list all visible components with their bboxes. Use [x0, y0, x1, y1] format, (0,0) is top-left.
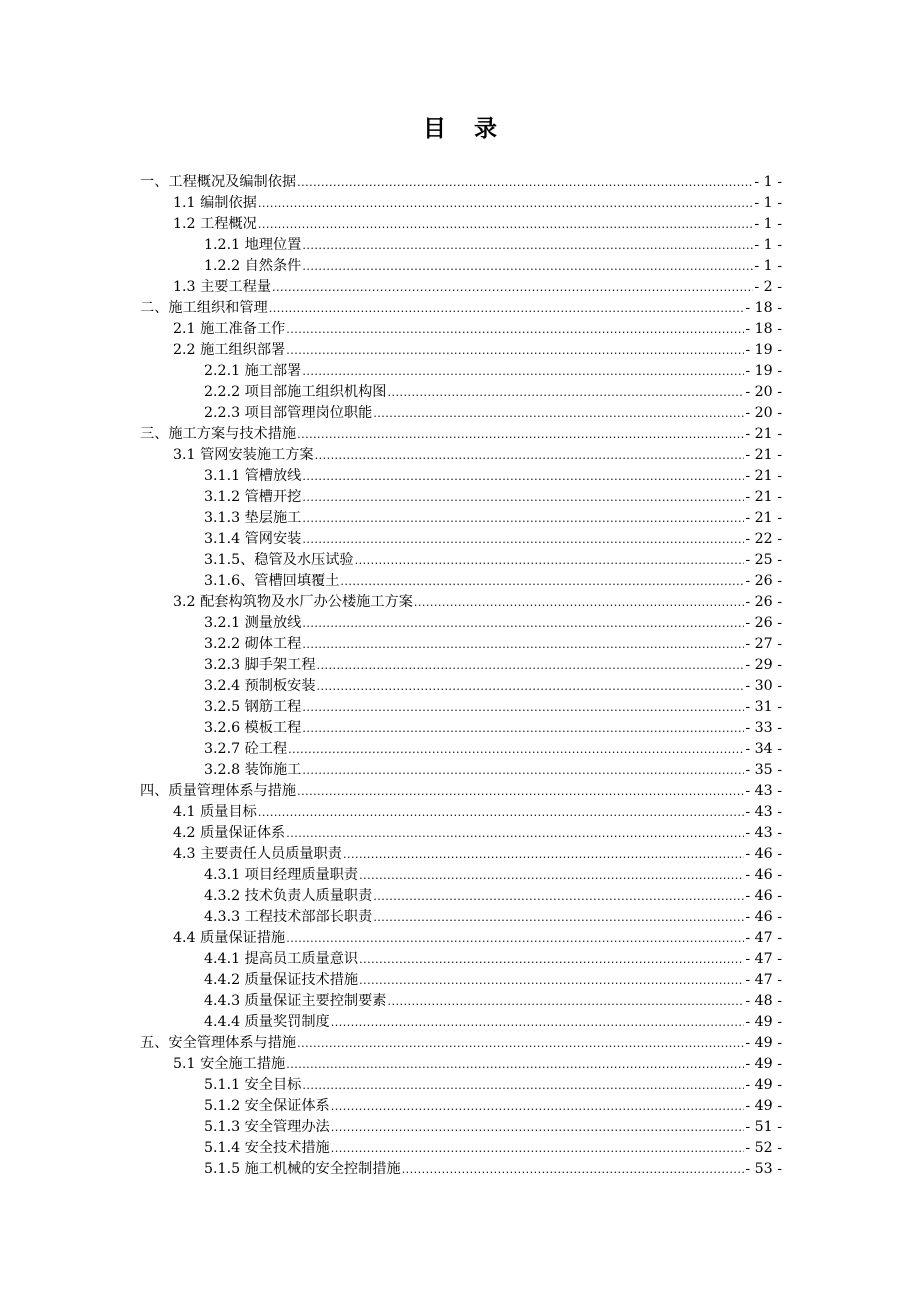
toc-page-number: - 1 - [754, 195, 782, 211]
toc-entry-line [173, 193, 782, 214]
toc-entry[interactable] [0, 970, 920, 991]
toc-dot-leader [331, 1096, 745, 1117]
toc-entry-line [173, 445, 782, 466]
toc-entry-title: 1.3 主要工程量 [173, 279, 272, 295]
toc-dot-leader [302, 718, 744, 739]
toc-entry-line [204, 634, 782, 655]
toc-page-number: - 46 - [745, 888, 782, 904]
toc-entry-title: 4.3.1 项目经理质量职责 [204, 867, 359, 883]
toc-entry[interactable] [0, 1012, 920, 1033]
toc-entry[interactable] [0, 1117, 920, 1138]
toc-entry-line [204, 697, 782, 718]
toc-dot-leader [302, 634, 744, 655]
toc-entry-line [204, 886, 782, 907]
toc-page-number: - 47 - [745, 930, 782, 946]
toc-page-number: - 51 - [745, 1119, 782, 1135]
toc-entry-line [173, 1054, 782, 1075]
toc-entry[interactable] [0, 445, 920, 466]
toc-entry-line [204, 235, 782, 256]
toc-dot-leader [302, 508, 744, 529]
toc-entry-title: 1.2.2 自然条件 [204, 258, 302, 274]
toc-entry[interactable] [0, 823, 920, 844]
toc-entry-line [204, 466, 782, 487]
toc-entry-title: 4.3.3 工程技术部部长职责 [204, 909, 373, 925]
toc-page-number: - 31 - [745, 699, 782, 715]
toc-page-number: - 29 - [745, 657, 782, 673]
toc-dot-leader [302, 361, 744, 382]
toc-entry-title: 3.2.1 测量放线 [204, 615, 302, 631]
toc-page-number: - 49 - [745, 1035, 782, 1051]
toc-entry[interactable] [0, 193, 920, 214]
toc-entry[interactable] [0, 697, 920, 718]
toc-entry-line [173, 823, 782, 844]
toc-page-number: - 20 - [745, 405, 782, 421]
toc-entry[interactable] [0, 571, 920, 592]
toc-entry[interactable] [0, 1033, 920, 1054]
toc-entry-title: 4.4.3 质量保证主要控制要素 [204, 993, 387, 1009]
toc-page-number: - 47 - [745, 972, 782, 988]
toc-entry-line [140, 298, 782, 319]
toc-dot-leader [340, 571, 744, 592]
toc-entry-line [140, 781, 782, 802]
toc-entry-title: 四、质量管理体系与措施 [140, 783, 297, 799]
toc-entry-title: 3.2.2 砌体工程 [204, 636, 302, 652]
toc-entry-line [204, 361, 782, 382]
toc-dot-leader [288, 739, 744, 760]
toc-entry-line [204, 487, 782, 508]
toc-entry-line [173, 340, 782, 361]
toc-entry-line [204, 1096, 782, 1117]
toc-dot-leader [331, 1138, 745, 1159]
toc-page-number: - 2 - [754, 279, 782, 295]
toc-entry-line [173, 844, 782, 865]
toc-page-number: - 1 - [754, 216, 782, 232]
toc-entry[interactable] [0, 550, 920, 571]
toc-entry-line [204, 949, 782, 970]
toc-page-number: - 25 - [745, 552, 782, 568]
toc-entry-title: 3.1.5、稳管及水压试验 [204, 552, 354, 568]
toc-page-number: - 43 - [745, 825, 782, 841]
toc-entry-line [204, 739, 782, 760]
toc-entry-line [204, 1012, 782, 1033]
toc-page-number: - 18 - [745, 321, 782, 337]
toc-entry-line [204, 718, 782, 739]
toc-entry[interactable] [0, 1054, 920, 1075]
toc-page-number: - 1 - [754, 174, 782, 190]
toc-entry-line [204, 256, 782, 277]
toc-entry-line [173, 928, 782, 949]
toc-entry[interactable] [0, 1096, 920, 1117]
toc-page-number: - 21 - [745, 447, 782, 463]
toc-entry-line [204, 907, 782, 928]
toc-entry-title: 1.2.1 地理位置 [204, 237, 302, 253]
toc-entry[interactable] [0, 403, 920, 424]
toc-page-number: - 30 - [745, 678, 782, 694]
toc-dot-leader [258, 193, 754, 214]
toc-dot-leader [331, 1117, 745, 1138]
toc-entry-title: 3.1.3 垫层施工 [204, 510, 302, 526]
toc-entry-line [204, 529, 782, 550]
toc-entry[interactable] [0, 844, 920, 865]
toc-entry-title: 3.2 配套构筑物及水厂办公楼施工方案 [173, 594, 413, 610]
toc-entry-line [204, 1075, 782, 1096]
toc-dot-leader [297, 172, 753, 193]
toc-dot-leader [302, 235, 753, 256]
toc-page-number: - 46 - [745, 867, 782, 883]
toc-entry-title: 5.1.2 安全保证体系 [204, 1098, 330, 1114]
toc-dot-leader [388, 382, 745, 403]
toc-dot-leader [258, 214, 754, 235]
toc-page-number: - 26 - [745, 573, 782, 589]
toc-page-number: - 19 - [745, 342, 782, 358]
toc-entry-title: 3.1.6、管槽回填覆土 [204, 573, 340, 589]
toc-entry[interactable] [0, 613, 920, 634]
toc-entry-line [140, 1033, 782, 1054]
toc-entry-title: 五、安全管理体系与措施 [140, 1035, 297, 1051]
toc-entry[interactable] [0, 1075, 920, 1096]
toc-entry-title: 2.2 施工组织部署 [173, 342, 286, 358]
toc-dot-leader [302, 529, 744, 550]
toc-entry[interactable] [0, 1138, 920, 1159]
toc-page-number: - 46 - [745, 909, 782, 925]
toc-dot-leader [272, 277, 753, 298]
toc-dot-leader [286, 1054, 744, 1075]
toc-dot-leader [359, 865, 744, 886]
toc-entry[interactable] [0, 655, 920, 676]
toc-entry-title: 5.1 安全施工措施 [173, 1056, 286, 1072]
toc-dot-leader [269, 298, 745, 319]
toc-entry-title: 2.2.3 项目部管理岗位职能 [204, 405, 373, 421]
toc-entry-title: 5.1.1 安全目标 [204, 1077, 302, 1093]
toc-entry-title: 3.1.4 管网安装 [204, 531, 302, 547]
toc-entry[interactable] [0, 865, 920, 886]
toc-dot-leader [258, 802, 745, 823]
toc-entry[interactable] [0, 172, 920, 193]
toc-entry-line [204, 991, 782, 1012]
toc-entry-line [204, 508, 782, 529]
toc-entry[interactable] [0, 1159, 920, 1180]
toc-dot-leader [317, 676, 745, 697]
toc-dot-leader [373, 907, 744, 928]
toc-entry-line [173, 319, 782, 340]
toc-entry-title: 3.2.5 钢筋工程 [204, 699, 302, 715]
toc-dot-leader [302, 487, 744, 508]
toc-dot-leader [302, 613, 744, 634]
toc-entry[interactable] [0, 277, 920, 298]
table-of-contents [0, 172, 920, 1180]
toc-page-number: - 33 - [745, 720, 782, 736]
toc-entry-line [173, 277, 782, 298]
toc-entry-line [204, 613, 782, 634]
toc-entry-title: 2.2.1 施工部署 [204, 363, 302, 379]
toc-entry[interactable] [0, 634, 920, 655]
toc-entry-line [204, 760, 782, 781]
toc-dot-leader [373, 886, 744, 907]
toc-entry[interactable] [0, 298, 920, 319]
toc-dot-leader [414, 592, 744, 613]
toc-entry-line [204, 970, 782, 991]
toc-dot-leader [286, 823, 744, 844]
toc-dot-leader [297, 1033, 744, 1054]
toc-entry[interactable] [0, 361, 920, 382]
toc-entry-title: 5.1.4 安全技术措施 [204, 1140, 330, 1156]
toc-entry-title: 4.4.2 质量保证技术措施 [204, 972, 359, 988]
toc-entry-title: 3.2.4 预制板安装 [204, 678, 316, 694]
toc-entry-title: 1.2 工程概况 [173, 216, 257, 232]
toc-dot-leader [286, 340, 744, 361]
toc-page-number: - 21 - [745, 489, 782, 505]
toc-entry[interactable] [0, 991, 920, 1012]
toc-entry-line [204, 865, 782, 886]
toc-entry[interactable] [0, 592, 920, 613]
toc-entry-title: 2.1 施工准备工作 [173, 321, 286, 337]
toc-dot-leader [297, 781, 744, 802]
toc-entry[interactable] [0, 214, 920, 235]
toc-entry[interactable] [0, 760, 920, 781]
toc-dot-leader [359, 970, 744, 991]
toc-entry-line [204, 655, 782, 676]
toc-entry-title: 3.1.2 管槽开挖 [204, 489, 302, 505]
toc-page-number: - 48 - [745, 993, 782, 1009]
toc-entry-title: 三、施工方案与技术措施 [140, 426, 297, 442]
toc-entry-line [204, 1138, 782, 1159]
toc-dot-leader [355, 550, 745, 571]
toc-entry[interactable] [0, 907, 920, 928]
toc-page-number: - 49 - [745, 1077, 782, 1093]
toc-entry-title: 4.3.2 技术负责人质量职责 [204, 888, 373, 904]
toc-entry[interactable] [0, 382, 920, 403]
toc-page-number: - 1 - [754, 237, 782, 253]
toc-entry-line [173, 214, 782, 235]
toc-dot-leader [297, 424, 744, 445]
toc-page-number: - 43 - [745, 804, 782, 820]
toc-dot-leader [302, 697, 744, 718]
toc-entry[interactable] [0, 235, 920, 256]
toc-page-number: - 19 - [745, 363, 782, 379]
toc-dot-leader [359, 949, 744, 970]
toc-page-number: - 22 - [745, 531, 782, 547]
toc-dot-leader [286, 928, 744, 949]
toc-entry[interactable] [0, 466, 920, 487]
toc-entry[interactable] [0, 256, 920, 277]
toc-entry-title: 3.2.3 脚手架工程 [204, 657, 316, 673]
toc-dot-leader [388, 991, 745, 1012]
toc-page-number: - 49 - [745, 1056, 782, 1072]
toc-entry[interactable] [0, 319, 920, 340]
toc-entry-line [140, 172, 782, 193]
toc-dot-leader [302, 760, 744, 781]
toc-dot-leader [302, 256, 753, 277]
toc-entry-line [204, 403, 782, 424]
toc-dot-leader [315, 445, 745, 466]
toc-entry-line [173, 592, 782, 613]
toc-entry[interactable] [0, 676, 920, 697]
toc-entry-line [204, 571, 782, 592]
toc-entry[interactable] [0, 949, 920, 970]
toc-title: 目录 [423, 115, 525, 142]
toc-entry[interactable] [0, 718, 920, 739]
toc-entry[interactable] [0, 529, 920, 550]
toc-entry[interactable] [0, 802, 920, 823]
toc-dot-leader [286, 319, 744, 340]
toc-page-number: - 49 - [745, 1098, 782, 1114]
toc-entry-title: 2.2.2 项目部施工组织机构图 [204, 384, 387, 400]
toc-dot-leader [317, 655, 745, 676]
toc-page-number: - 52 - [745, 1140, 782, 1156]
toc-entry-line [204, 382, 782, 403]
toc-entry-title: 3.2.8 装饰施工 [204, 762, 302, 778]
toc-entry-line [204, 550, 782, 571]
toc-page-number: - 49 - [745, 1014, 782, 1030]
toc-entry-title: 3.1 管网安装施工方案 [173, 447, 314, 463]
toc-entry-title: 4.4.4 质量奖罚制度 [204, 1014, 330, 1030]
toc-page-number: - 18 - [745, 300, 782, 316]
toc-entry[interactable] [0, 739, 920, 760]
toc-entry[interactable] [0, 928, 920, 949]
toc-page-number: - 21 - [745, 468, 782, 484]
toc-entry-line [204, 676, 782, 697]
toc-page-number: - 46 - [745, 846, 782, 862]
toc-dot-leader [302, 1075, 744, 1096]
toc-entry-title: 3.2.7 砼工程 [204, 741, 288, 757]
toc-page-number: - 26 - [745, 594, 782, 610]
toc-entry-title: 5.1.5 施工机械的安全控制措施 [204, 1161, 401, 1177]
toc-entry-line [140, 424, 782, 445]
toc-page-number: - 34 - [745, 741, 782, 757]
toc-entry[interactable] [0, 424, 920, 445]
toc-entry-title: 4.3 主要责任人员质量职责 [173, 846, 342, 862]
toc-page-number: - 21 - [745, 426, 782, 442]
toc-page-number: - 1 - [754, 258, 782, 274]
toc-page-number: - 21 - [745, 510, 782, 526]
toc-entry-title: 4.2 质量保证体系 [173, 825, 286, 841]
toc-entry-title: 4.4 质量保证措施 [173, 930, 286, 946]
toc-entry-title: 一、工程概况及编制依据 [140, 174, 297, 190]
toc-entry-title: 5.1.3 安全管理办法 [204, 1119, 330, 1135]
toc-entry-line [204, 1159, 782, 1180]
toc-entry-line [173, 802, 782, 823]
toc-entry[interactable] [0, 886, 920, 907]
toc-entry[interactable] [0, 340, 920, 361]
toc-entry-title: 3.1.1 管槽放线 [204, 468, 302, 484]
toc-entry-title: 1.1 编制依据 [173, 195, 257, 211]
toc-page-number: - 35 - [745, 762, 782, 778]
toc-entry-title: 4.1 质量目标 [173, 804, 257, 820]
toc-page-number: - 53 - [745, 1161, 782, 1177]
toc-entry[interactable] [0, 508, 920, 529]
toc-dot-leader [302, 466, 744, 487]
toc-page-number: - 47 - [745, 951, 782, 967]
toc-dot-leader [402, 1159, 745, 1180]
toc-entry-title: 3.2.6 模板工程 [204, 720, 302, 736]
toc-entry-line [204, 1117, 782, 1138]
toc-dot-leader [373, 403, 744, 424]
toc-entry-title: 二、施工组织和管理 [140, 300, 268, 316]
toc-entry[interactable] [0, 781, 920, 802]
toc-dot-leader [331, 1012, 745, 1033]
toc-entry-title: 4.4.1 提高员工质量意识 [204, 951, 359, 967]
toc-page-number: - 20 - [745, 384, 782, 400]
toc-page-number: - 27 - [745, 636, 782, 652]
toc-page-number: - 43 - [745, 783, 782, 799]
toc-entry[interactable] [0, 487, 920, 508]
toc-dot-leader [343, 844, 744, 865]
toc-page-number: - 26 - [745, 615, 782, 631]
